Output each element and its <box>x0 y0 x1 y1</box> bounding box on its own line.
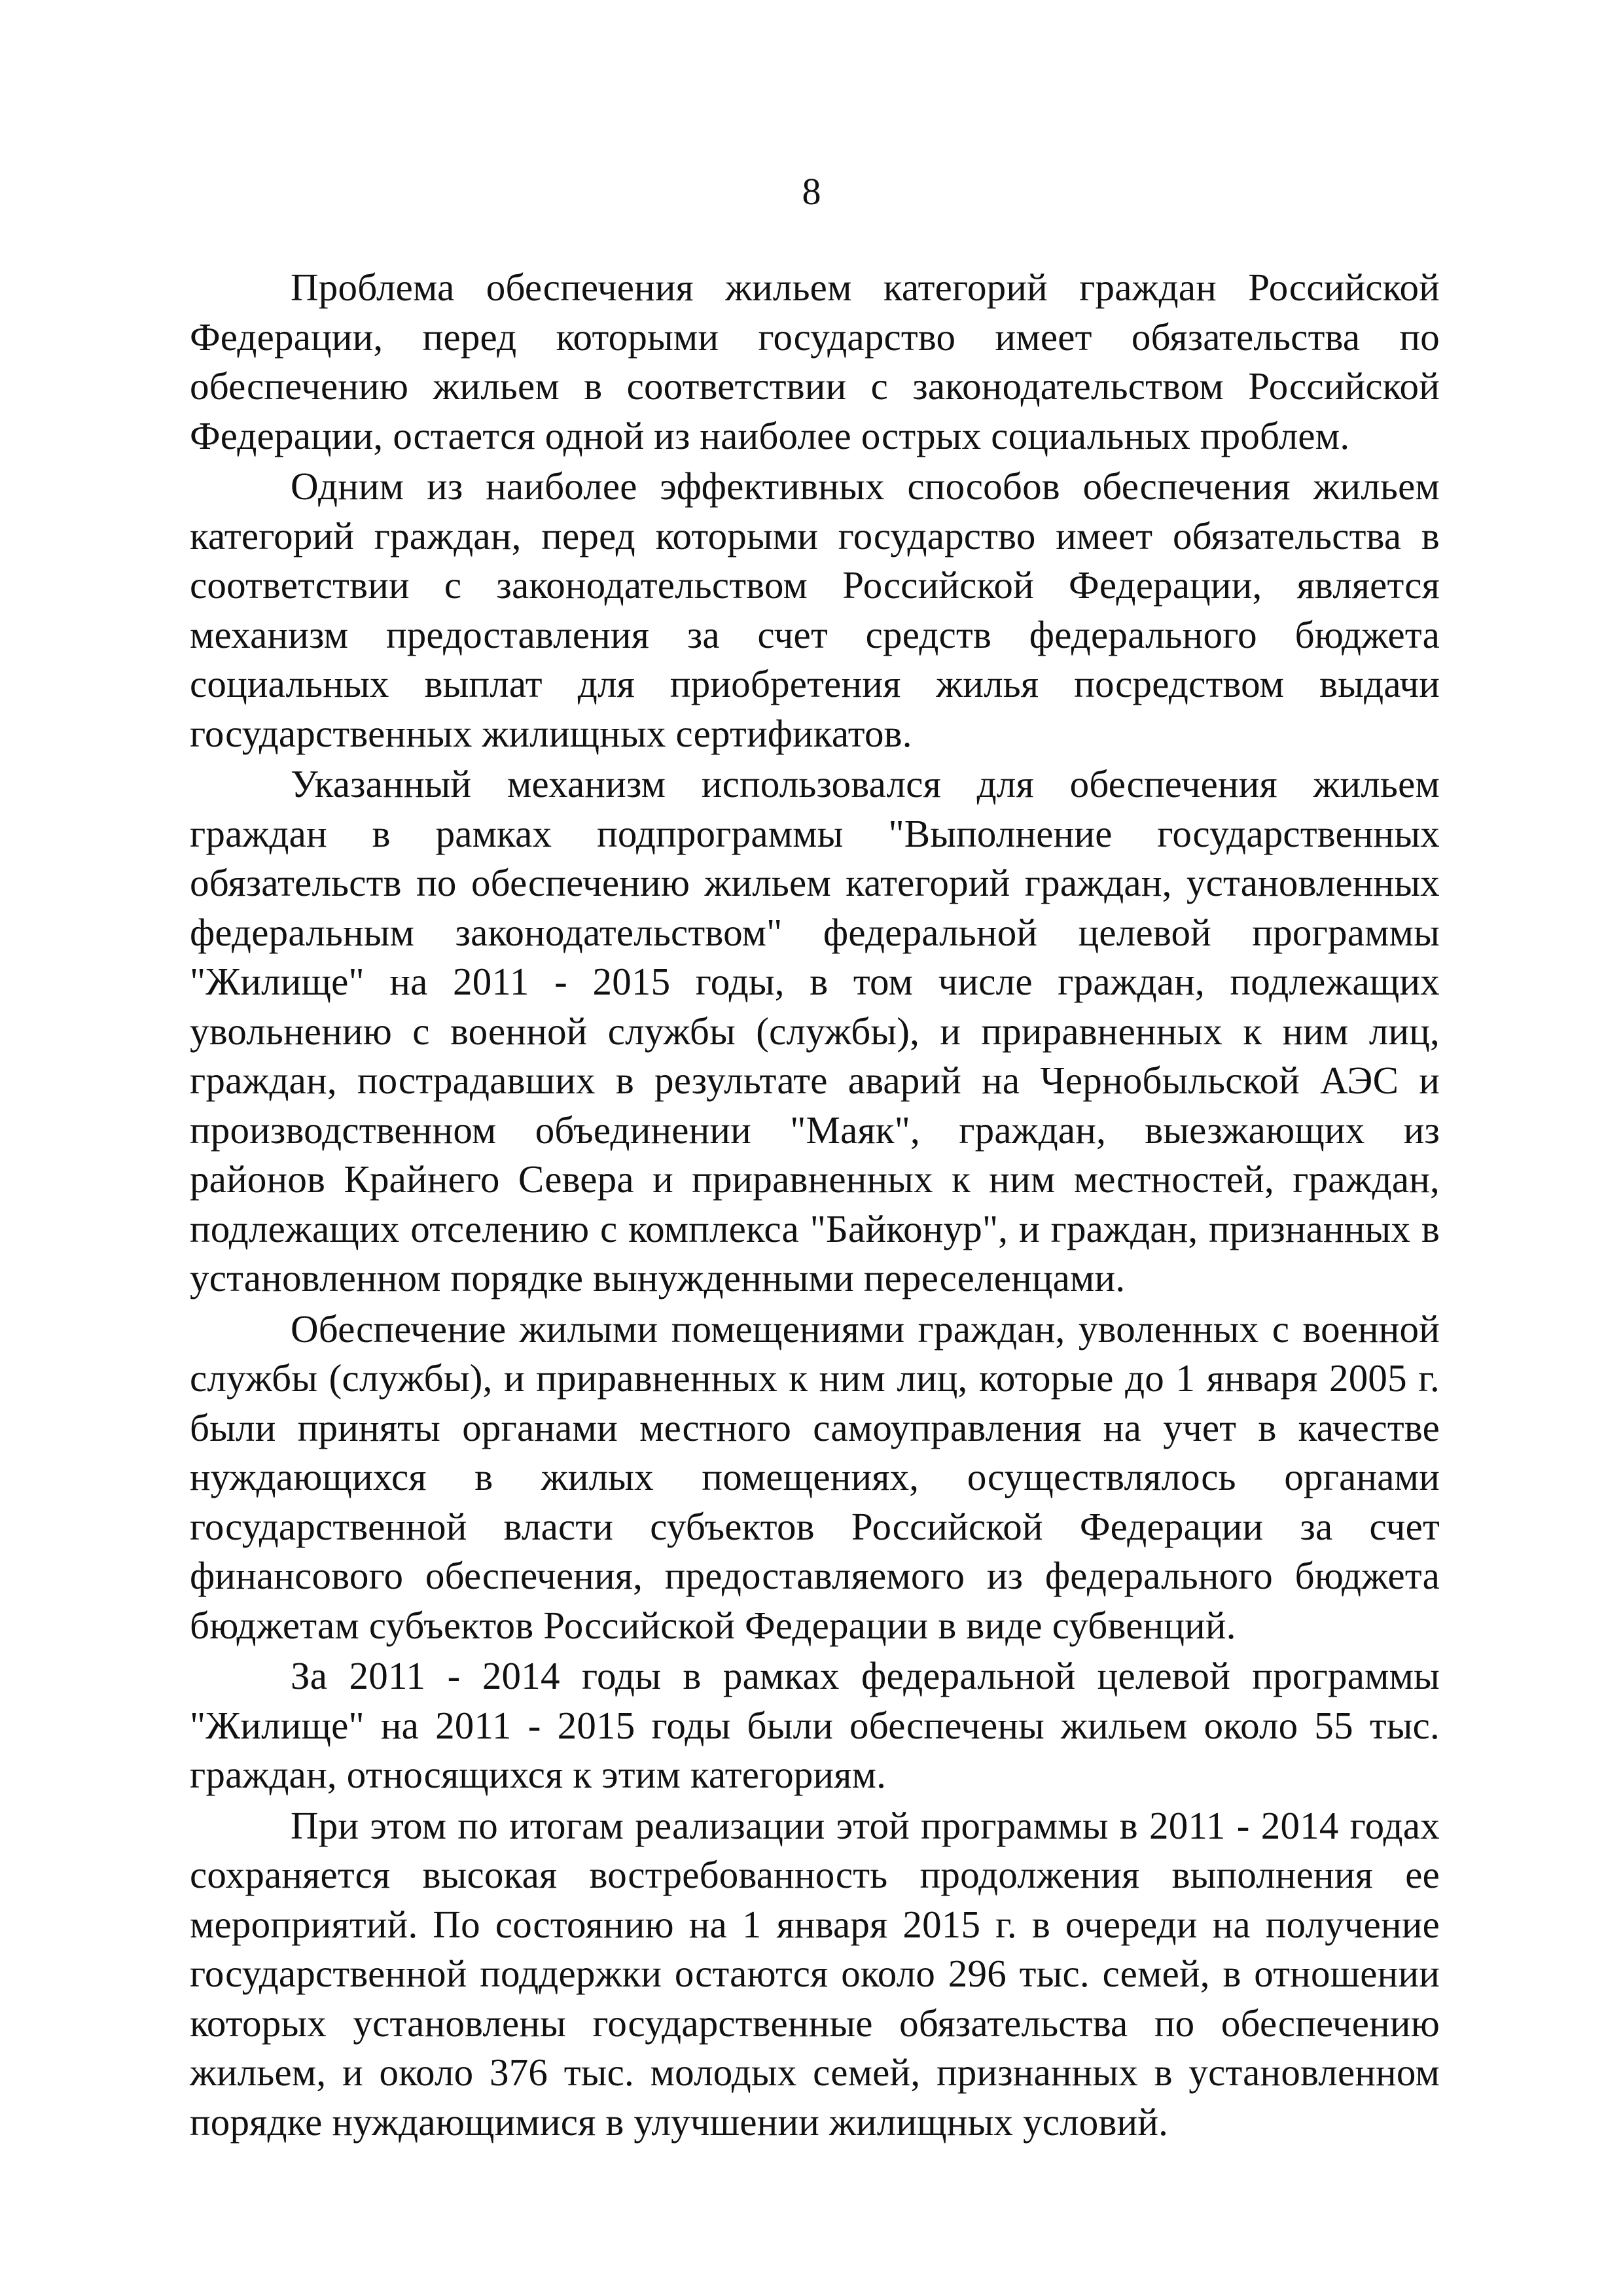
paragraph-queue-status: При этом по итогам реализации этой программы в 2011 - 2014 годах сохраняется высокая востребованность продолжения выполнения ее мероприятий. По состоянию на 1 января 2015 г. в очереди на получение государственной поддержки остаются около 296 тыс. семей, в отношении которых установлены государственные обязательства по обеспечению жильем, и около 376 тыс. молодых семей, признанных в установленном порядке нуждающимися в улучшении жилищных условий. <box>190 1803 1440 2144</box>
document-body <box>190 263 1440 2147</box>
paragraph-subprogram: Указанный механизм использовался для обеспечения жильем граждан в рамках подпрограммы "Выполнение государственных обязательств по обеспечению жильем категорий граждан, установленных федеральным законодательством" федеральной целевой программы "Жилище" на 2011 - 2015 годы, в том числе граждан, подлежащих увольнению с военной службы (службы), и приравненных к ним лиц, граждан, пострадавших в результате аварий на Чернобыльской АЭС и производственном объединении "Маяк", граждан, выезжающих из районов Крайнего Севера и приравненных к ним местностей, граждан, подлежащих отселению с комплекса "Байконур", и граждан, признанных в установленном порядке вынужденными переселенцами. <box>190 762 1440 1299</box>
paragraph-housing-problem: Проблема обеспечения жильем категорий граждан Российской Федерации, перед которыми государство имеет обязательства по обеспечению жильем в соответствии с законодательством Российской Федерации, остается одной из наиболее острых социальных проблем. <box>190 266 1440 457</box>
paragraph-certificates-mechanism: Одним из наиболее эффективных способов обеспечения жильем категорий граждан, перед которыми государство имеет обязательства в соответствии с законодательством Российской Федерации, является механизм предоставления за счет средств федерального бюджета социальных выплат для приобретения жилья посредством выдачи государственных жилищных сертификатов. <box>190 465 1440 755</box>
page-number: 8 <box>802 170 821 213</box>
paragraph-military-housing: Обеспечение жилыми помещениями граждан, уволенных с военной службы (службы), и приравненных к ним лиц, которые до 1 января 2005 г. были приняты органами местного самоуправления на учет в качестве нуждающихся в жилых помещениях, осуществлялось органами государственной власти субъектов Российской Федерации за счет финансового обеспечения, предоставляемого из федерального бюджета бюджетам субъектов Российской Федерации в виде субвенций. <box>190 1307 1440 1647</box>
paragraph-2011-2014-results: За 2011 - 2014 годы в рамках федеральной целевой программы "Жилище" на 2011 - 2015 годы были обеспечены жильем около 55 тыс. граждан, относящихся к этим категориям. <box>190 1654 1440 1796</box>
